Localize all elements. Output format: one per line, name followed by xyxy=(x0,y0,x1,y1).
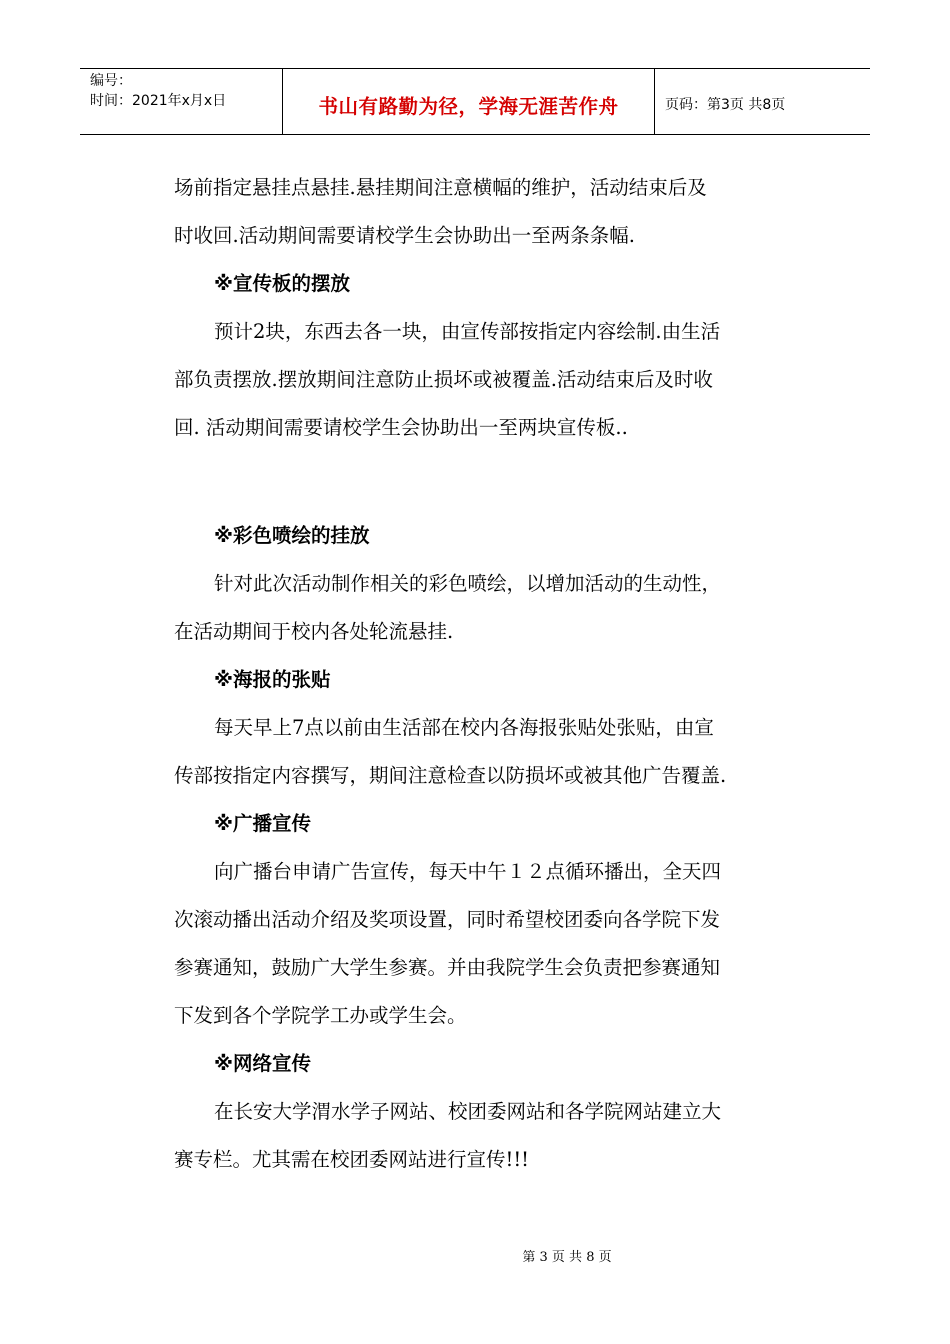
section-heading-broadcast: ※广播宣传 xyxy=(214,812,311,835)
document-body xyxy=(174,164,814,1184)
paragraph-line: 在活动期间于校内各处轮流悬挂. xyxy=(174,620,454,643)
page-footer: 第 3 页 共 8 页 xyxy=(522,1250,612,1265)
section-heading-board: ※宣传板的摆放 xyxy=(214,272,350,295)
document-date: 时间：2021年x月x日 xyxy=(90,93,227,109)
section-heading-spray: ※彩色喷绘的挂放 xyxy=(214,524,370,547)
paragraph-line: 向广播台申请广告宣传，每天中午１２点循环播出，全天四 xyxy=(214,860,722,883)
paragraph-line: 参赛通知，鼓励广大学生参赛。并由我院学生会负责把参赛通知 xyxy=(174,956,721,979)
paragraph-line: 每天早上7点以前由生活部在校内各海报张贴处张贴，由宣 xyxy=(214,716,714,739)
paragraph-line: 次滚动播出活动介绍及奖项设置，同时希望校团委向各学院下发 xyxy=(174,908,721,931)
paragraph-line: 在长安大学渭水学子网站、校团委网站和各学院网站建立大 xyxy=(214,1100,722,1123)
page-header xyxy=(80,68,870,135)
section-heading-poster: ※海报的张贴 xyxy=(214,668,331,691)
document-number: 编号： xyxy=(90,73,132,89)
paragraph-line: 场前指定悬挂点悬挂.悬挂期间注意横幅的维护，活动结束后及 xyxy=(174,176,707,199)
paragraph-line: 预计2块，东西去各一块，由宣传部按指定内容绘制.由生活 xyxy=(214,320,721,343)
header-motto-cell xyxy=(283,69,655,134)
paragraph-line: 回. 活动期间需要请校学生会协助出一至两块宣传板.. xyxy=(174,416,628,439)
paragraph-line: 时收回.活动期间需要请校学生会协助出一至两条条幅. xyxy=(174,224,635,247)
paragraph-line: 下发到各个学院学工办或学生会。 xyxy=(174,1004,467,1027)
header-page-info: 页码：第3页 共8页 xyxy=(665,96,786,113)
paragraph-line: 部负责摆放.摆放期间注意防止损坏或被覆盖.活动结束后及时收 xyxy=(174,368,713,391)
paragraph-line: 赛专栏。尤其需在校团委网站进行宣传!!! xyxy=(174,1148,530,1171)
header-meta xyxy=(80,69,283,134)
paragraph-line: 传部按指定内容撰写，期间注意检查以防损坏或被其他广告覆盖. xyxy=(174,764,727,787)
section-heading-web: ※网络宣传 xyxy=(214,1052,311,1075)
paragraph-line: 针对此次活动制作相关的彩色喷绘，以增加活动的生动性， xyxy=(214,572,722,595)
motto-text: 书山有路勤为径，学海无涯苦作舟 xyxy=(318,94,619,118)
blank-spacer xyxy=(174,452,814,512)
